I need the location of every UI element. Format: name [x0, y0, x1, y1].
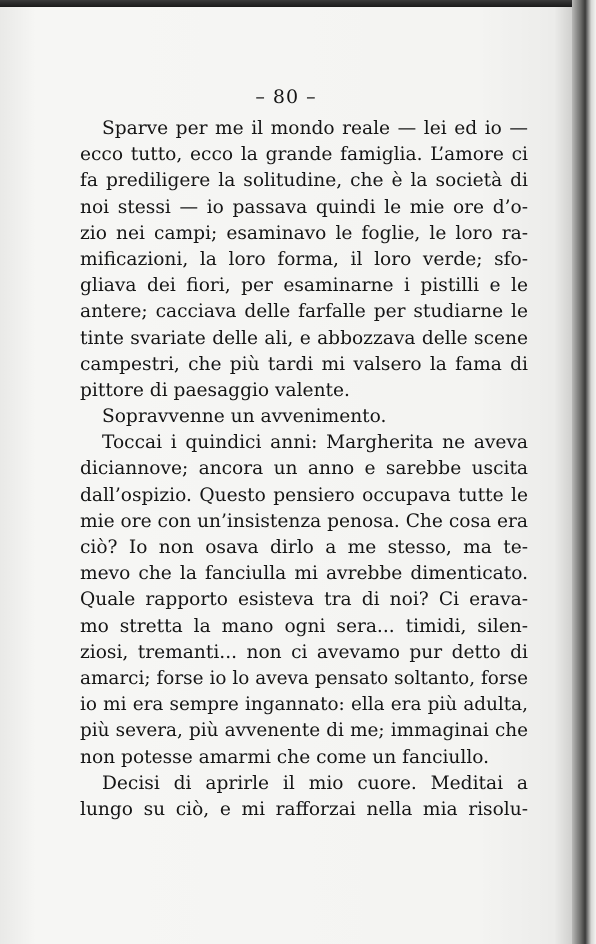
page-number: – 80 – — [255, 86, 317, 108]
text-line: tinte svariate delle ali, e abbozzava delle scene — [80, 327, 528, 349]
text-line: Decisi di aprirle il mio cuore. Meditai a — [102, 772, 528, 794]
text-line: zio nei campi; esaminavo le foglie, le loro ra- — [80, 222, 528, 244]
text-line: più severa, più avvenente di me; immaginai che — [80, 720, 528, 742]
text-line: mificazioni, la loro forma, il loro verde; sfo- — [80, 248, 528, 270]
text-line: dall’ospizio. Questo pensiero occupava tutte le — [80, 484, 528, 506]
text-line: Sparve per me il mondo reale — lei ed io — — [102, 118, 528, 139]
text-line: io mi era sempre ingannato: ella era più adulta, — [80, 694, 528, 716]
text-line: Sopravvenne un avvenimento. — [102, 406, 387, 428]
body-text — [80, 116, 528, 823]
text-line: ciò? Io non osava dirlo a me stesso, ma te- — [80, 537, 528, 558]
text-line: diciannove; ancora un anno e sarebbe uscita — [80, 458, 528, 480]
text-line: campestri, che più tardi mi valsero la fama di — [80, 353, 528, 375]
text-line: Toccai i quindici anni: Margherita ne aveva — [102, 432, 528, 454]
text-line: gliava dei fiori, per esaminarne i pistilli e le — [80, 275, 528, 297]
text-line: mevo che la fanciulla mi avrebbe dimenticato. — [80, 563, 528, 585]
text-line: lungo su ciò, e mi rafforzai nella mia risolu- — [80, 798, 528, 820]
text-line: antere; cacciava delle farfalle per studiarne le — [80, 301, 528, 323]
text-line: Quale rapporto esisteva tra di noi? Ci erava- — [80, 589, 528, 611]
text-line: non potesse amarmi che come un fanciullo. — [80, 746, 490, 768]
text-line: ecco tutto, ecco la grande famiglia. L’amore ci — [80, 144, 528, 166]
text-line: fa prediligere la solitudine, che è la società di — [80, 170, 528, 192]
text-line: mie ore con un’insistenza penosa. Che cosa era — [80, 510, 528, 532]
text-line: mo stretta la mano ogni sera... timidi, silen- — [80, 615, 528, 637]
book-spine-edge — [572, 0, 596, 944]
text-line: amarci; forse io lo aveva pensato soltanto, forse — [80, 667, 528, 689]
text-line: pittore di paesaggio valente. — [80, 379, 350, 401]
text-line: noi stessi — io passava quindi le mie ore d’o- — [80, 196, 528, 218]
text-line: ziosi, tremanti... non ci avevamo pur detto di — [80, 641, 528, 663]
page-top-edge — [0, 0, 596, 7]
